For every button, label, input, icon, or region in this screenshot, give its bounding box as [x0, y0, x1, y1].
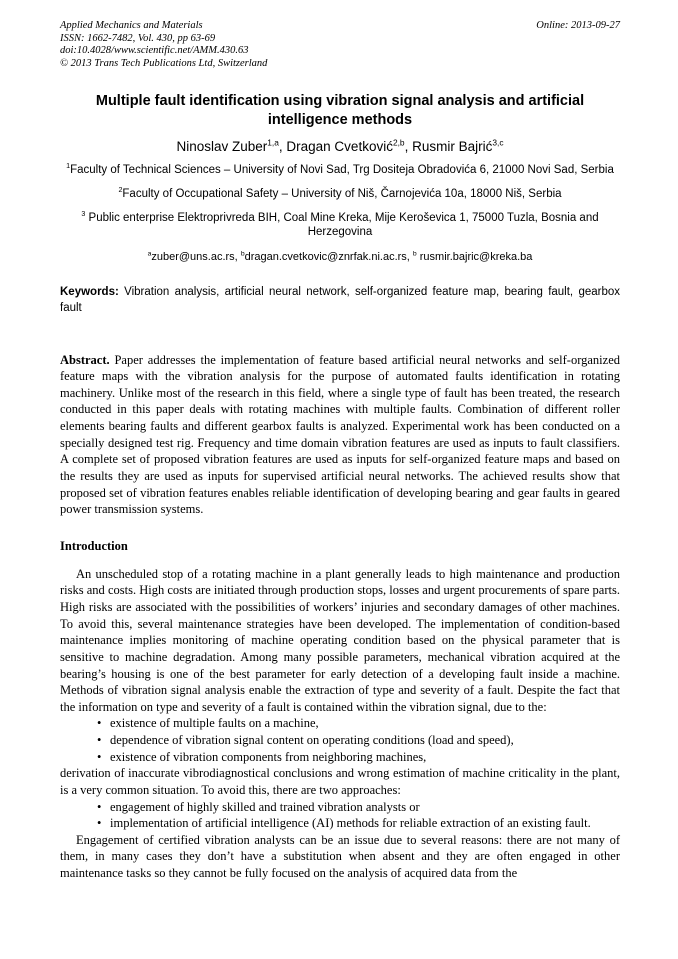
affiliation-superscript: 3 [81, 209, 86, 218]
journal-title: Applied Mechanics and Materials [60, 20, 203, 31]
bullet-icon: • [97, 716, 102, 731]
author [279, 139, 405, 154]
list-item [60, 799, 620, 816]
affiliation-text: Faculty of Technical Sciences – University of Novi Sad, Trg Dositeja Obradovića 6, 21000 Novi Sad, Serbia [70, 163, 614, 176]
intro-paragraph-1: An unscheduled stop of a rotating machine in a plant generally leads to high maintenance and production risks and costs. High costs are initiated through production stops, losses and urgent procurements of spare parts. High risks are associated with the possibilities of workers’ injuries and secondary damages of other machines. To avoid this, several maintenance strategies have been developed. The implementation of condition-based maintenance implies monitoring of machine operating condition based on the physical parameter that is sensitive to machine degradation. Among many possible parameters, mechanical vibration acquired at the bearing’s housing is one of the best parameter for early detection of a developing fault inside a machine. Methods of vibration signal analysis enable the extraction of type and severity of a fault. Despite the fact that the information on type and severity of a fault is contained within the vibration signal, due to the: [60, 566, 620, 714]
affiliation-text: Faculty of Occupational Safety – University of Niš, Čarnojevića 10a, 18000 Niš, Serbia [122, 187, 562, 200]
emails-line [60, 251, 620, 263]
abstract-block [60, 352, 620, 518]
keywords-text: Vibration analysis, artificial neural network, self-organized feature map, bearing fault, gearbox fault [60, 286, 620, 315]
abstract-label: Abstract. [60, 352, 110, 367]
bullet-text: engagement of highly skilled and trained vibration analysts or [110, 799, 420, 814]
bullet-text: existence of multiple faults on a machine, [110, 716, 319, 731]
keywords-block [60, 284, 620, 316]
affiliation-1 [60, 163, 620, 178]
section-heading-introduction: Introduction [60, 538, 128, 553]
author-superscript: 3,c [492, 137, 504, 148]
journal-header-left [60, 20, 267, 70]
author-name: , Rusmir Bajrić [404, 138, 493, 154]
journal-copyright-line: © 2013 Trans Tech Publications Ltd, Switzerland [60, 57, 268, 69]
abstract-text: Paper addresses the implementation of feature based artificial neural networks and self-organized feature maps with the vibration analysis for the purpose of automated faults identification in rotating machinery. Unlike most of the research in this field, where a single type of fault has been treated, the research conducted in this paper deals with rotating machines with multiple faults. Combination of different roller elements bearing faults and different gearbox faults is analyzed. Experimental work has been conducted on a specially designed test rig. Frequency and time domain vibration features are used as inputs to fault classifiers. A complete set of proposed vibration features are used as inputs for self-organized feature maps and based on the results they are used as inputs for supervised artificial neural networks. The achieved results show that proposed set of vibration features enables reliable identification of developing bearing and gear faults in geared power transmission systems. [60, 352, 620, 517]
online-date: Online: 2013-09-27 [536, 20, 620, 31]
email-segment [241, 251, 413, 263]
author [405, 139, 504, 154]
author [176, 139, 278, 154]
email-segment [148, 251, 241, 263]
affiliation-2 [60, 187, 620, 202]
intro-paragraph-3: Engagement of certified vibration analysts can be an issue due to several reasons: there are not many of them, in many cases they don’t have a substitution when absent and they are often engaged in other maintenance tasks so they cannot be fully focused on the analysis of acquired data from the [60, 832, 620, 881]
bullet-icon: • [97, 799, 102, 814]
list-item [60, 815, 620, 832]
author-name: Ninoslav Zuber [176, 138, 268, 154]
bullet-text: dependence of vibration signal content on operating conditions (load and speed), [110, 733, 514, 748]
list-item [60, 749, 620, 766]
email-superscript: b [240, 250, 245, 258]
list-item [60, 715, 620, 732]
bullet-list-2 [60, 799, 620, 832]
authors-line [60, 139, 620, 154]
email-address: rusmir.bajric@kreka.ba [416, 251, 533, 264]
bullet-icon: • [97, 749, 102, 764]
author-superscript: 2,b [392, 137, 405, 148]
author-superscript: 1,a [267, 137, 279, 148]
keywords-label: Keywords: [60, 286, 119, 299]
journal-doi-line: doi:10.4028/www.scientific.net/AMM.430.63 [60, 45, 249, 57]
email-superscript: a [147, 250, 152, 258]
bullet-list-1 [60, 715, 620, 765]
affiliation-superscript: 1 [66, 161, 71, 170]
affiliation-text: Public enterprise Elektroprivreda BIH, Coal Mine Kreka, Mije Keroševica 1, 75000 Tuzla, Bosnia and Herzegovina [85, 211, 599, 239]
affiliation-superscript: 2 [118, 185, 123, 194]
paper-title: Multiple fault identification using vibration signal analysis and artificial intelligence methods [95, 93, 585, 128]
bullet-text: existence of vibration components from neighboring machines, [110, 749, 427, 764]
email-superscript: b [412, 250, 417, 258]
list-item [60, 732, 620, 749]
bullet-text: implementation of artificial intelligence (AI) methods for reliable extraction of an existing fault. [110, 816, 591, 831]
email-address: zuber@uns.ac.rs, [151, 251, 241, 264]
email-address: dragan.cvetkovic@znrfak.ni.ac.rs, [244, 251, 413, 264]
intro-paragraph-2: derivation of inaccurate vibrodiagnostical conclusions and wrong estimation of machine criticality in the plant, is a very common situation. To avoid this, there are two approaches: [60, 766, 620, 797]
bullet-icon: • [97, 816, 102, 831]
affiliation-3 [60, 211, 620, 241]
bullet-icon: • [97, 733, 102, 748]
journal-issn-line: ISSN: 1662-7482, Vol. 430, pp 63-69 [60, 32, 216, 44]
author-name: , Dragan Cvetković [278, 138, 393, 154]
email-segment [413, 251, 533, 263]
journal-header [60, 20, 620, 70]
